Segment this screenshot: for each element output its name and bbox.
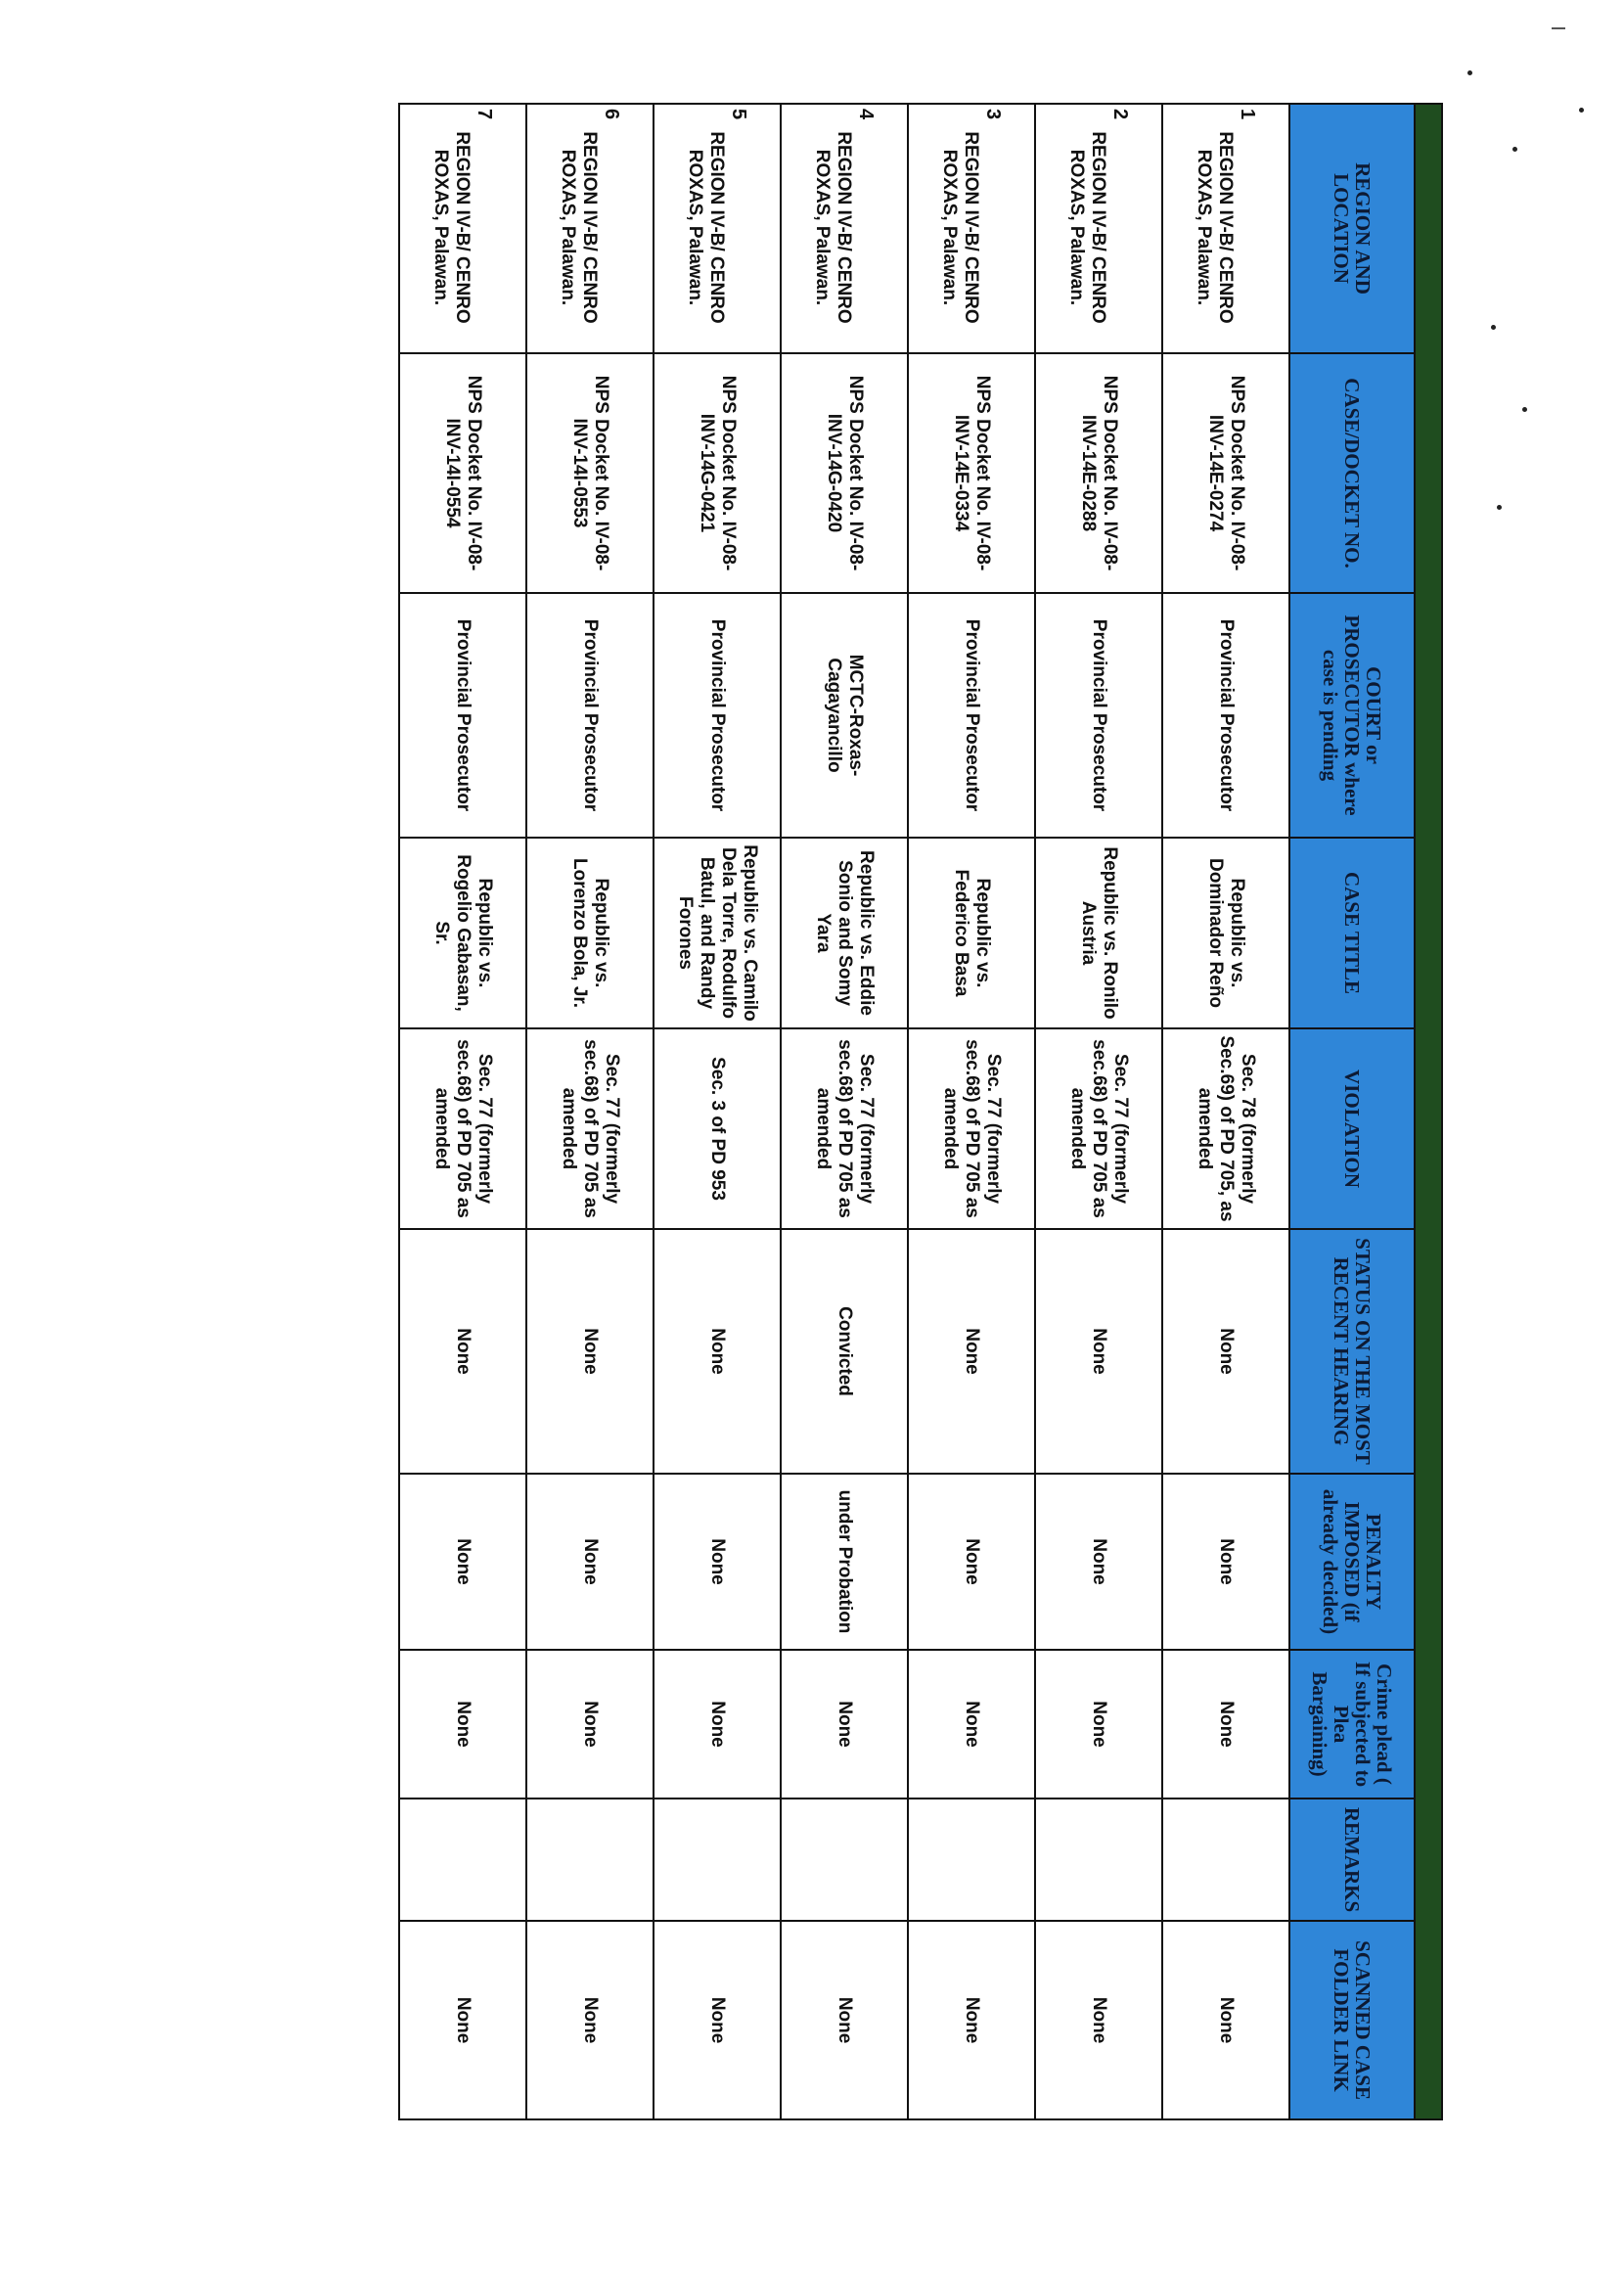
cell-title: Republic vs. Eddie Sonio and Somy Yara [781,838,908,1028]
cell-status: None [526,1229,654,1474]
scan-speck [1467,70,1472,75]
cell-docket: NPS Docket No. IV-08-INV-14I-0553 [526,353,654,593]
cell-location [654,104,781,353]
cell-violation: Sec. 77 (formerly sec.68) of PD 705 as amended [526,1028,654,1229]
header-band-cell [1415,104,1442,2119]
cell-violation: Sec. 3 of PD 953 [654,1028,781,1229]
cell-link: None [526,1921,654,2119]
row-number: 7 [474,109,496,120]
cell-court: Provincial Prosecutor [399,593,526,838]
row-number: 3 [982,109,1005,120]
cell-link: None [1035,1921,1162,2119]
col-header-region: REGION AND LOCATION [1289,104,1415,353]
scan-speck [1522,407,1527,412]
scan-speck [1491,325,1496,330]
cell-plea: None [1162,1650,1289,1799]
cell-status: None [1035,1229,1162,1474]
cell-status: Convicted [781,1229,908,1474]
cell-link: None [399,1921,526,2119]
header-band [1415,104,1442,2119]
scan-speck [1579,108,1584,113]
cell-docket: NPS Docket No. IV-08-INV-14E-0288 [1035,353,1162,593]
header-row [1289,104,1415,2119]
location-text: REGION IV-B/ CENRO ROXAS, Palawan. [1066,131,1109,324]
cell-court: Provincial Prosecutor [1035,593,1162,838]
row-number: 4 [855,109,878,120]
cell-docket: NPS Docket No. IV-08-INV-14E-0274 [1162,353,1289,593]
col-header-docket: CASE/DOCKET NO. [1289,353,1415,593]
cell-title: Republic vs. Dominador Reño [1162,838,1289,1028]
scan-speck [1512,147,1517,152]
cell-status: None [1162,1229,1289,1474]
location-text: REGION IV-B/ CENRO ROXAS, Palawan. [939,131,982,324]
cell-remarks [908,1799,1035,1921]
cell-docket: NPS Docket No. IV-08-INV-14G-0420 [781,353,908,593]
location-text: REGION IV-B/ CENRO ROXAS, Palawan. [1194,131,1237,324]
cell-violation: Sec. 77 (formerly sec.68) of PD 705 as amended [1035,1028,1162,1229]
cell-remarks [654,1799,781,1921]
cell-title: Republic vs. Lorenzo Bola, Jr. [526,838,654,1028]
cell-remarks [1162,1799,1289,1921]
table-row [1162,104,1289,2119]
location-text: REGION IV-B/ CENRO ROXAS, Palawan. [430,131,474,324]
cell-status: None [399,1229,526,1474]
col-header-penalty: PENALTY IMPOSED (if already decided) [1289,1474,1415,1650]
cell-title: Republic vs. Ronilo Austria [1035,838,1162,1028]
cell-penalty: None [1035,1474,1162,1650]
table-row [526,104,654,2119]
scan-speck [1497,505,1502,510]
cell-remarks [526,1799,654,1921]
cell-status: None [908,1229,1035,1474]
cell-penalty: None [654,1474,781,1650]
col-header-title: CASE TITLE [1289,838,1415,1028]
cell-docket: NPS Docket No. IV-08-INV-14E-0334 [908,353,1035,593]
cell-violation: Sec. 77 (formerly sec.68) of PD 705 as amended [781,1028,908,1229]
col-header-violation: VIOLATION [1289,1028,1415,1229]
cell-plea: None [781,1650,908,1799]
col-header-court: COURT or PROSECUTOR where case is pending [1289,593,1415,838]
cell-remarks [399,1799,526,1921]
cell-court: Provincial Prosecutor [654,593,781,838]
cell-violation: Sec. 77 (formerly sec.68) of PD 705 as amended [399,1028,526,1229]
cell-penalty: under Probation [781,1474,908,1650]
cell-plea: None [526,1650,654,1799]
location-text: REGION IV-B/ CENRO ROXAS, Palawan. [685,131,728,324]
cell-location [399,104,526,353]
cell-penalty: None [526,1474,654,1650]
table-row [781,104,908,2119]
col-header-link: SCANNED CASE FOLDER LINK [1289,1921,1415,2119]
cell-status: None [654,1229,781,1474]
cell-link: None [781,1921,908,2119]
location-text: REGION IV-B/ CENRO ROXAS, Palawan. [558,131,601,324]
case-table [398,103,1443,2120]
row-number: 2 [1109,109,1132,120]
cell-remarks [1035,1799,1162,1921]
cell-court: Provincial Prosecutor [908,593,1035,838]
cell-docket: NPS Docket No. IV-08-INV-14I-0554 [399,353,526,593]
cell-docket: NPS Docket No. IV-08-INV-14G-0421 [654,353,781,593]
row-number: 1 [1237,109,1259,120]
scan-mark [1552,27,1565,29]
col-header-plea: Crime plead ( If subjected to Plea Bargaining) [1289,1650,1415,1799]
row-number: 6 [601,109,623,120]
cell-location [1035,104,1162,353]
cell-remarks [781,1799,908,1921]
cell-plea: None [908,1650,1035,1799]
cell-location [908,104,1035,353]
cell-link: None [1162,1921,1289,2119]
cell-link: None [908,1921,1035,2119]
cell-location [781,104,908,353]
cell-violation: Sec. 77 (formerly sec.68) of PD 705 as amended [908,1028,1035,1229]
cell-court: MCTC-Roxas-Cagayancillo [781,593,908,838]
cell-location [1162,104,1289,353]
col-header-remarks: REMARKS [1289,1799,1415,1921]
cell-court: Provincial Prosecutor [1162,593,1289,838]
table-row [908,104,1035,2119]
cell-penalty: None [399,1474,526,1650]
cell-penalty: None [908,1474,1035,1650]
cell-location [526,104,654,353]
cell-penalty: None [1162,1474,1289,1650]
location-text: REGION IV-B/ CENRO ROXAS, Palawan. [812,131,855,324]
cell-title: Republic vs. Camilo Dela Torre, Rodulfo Batul, and Randy Forones [654,838,781,1028]
table-row [1035,104,1162,2119]
col-header-status: STATUS ON THE MOST RECENT HEARING [1289,1229,1415,1474]
table-row [654,104,781,2119]
table-row [399,104,526,2119]
cell-plea: None [399,1650,526,1799]
cell-violation: Sec. 78 (formerly Sec.69) of PD 705, as amended [1162,1028,1289,1229]
cell-link: None [654,1921,781,2119]
row-number: 5 [728,109,750,120]
cell-plea: None [654,1650,781,1799]
cell-title: Republic vs. Federico Basa [908,838,1035,1028]
cell-court: Provincial Prosecutor [526,593,654,838]
rotated-case-table-wrapper [406,103,1443,2118]
cell-plea: None [1035,1650,1162,1799]
cell-title: Republic vs. Rogelio Gabasan, Sr. [399,838,526,1028]
